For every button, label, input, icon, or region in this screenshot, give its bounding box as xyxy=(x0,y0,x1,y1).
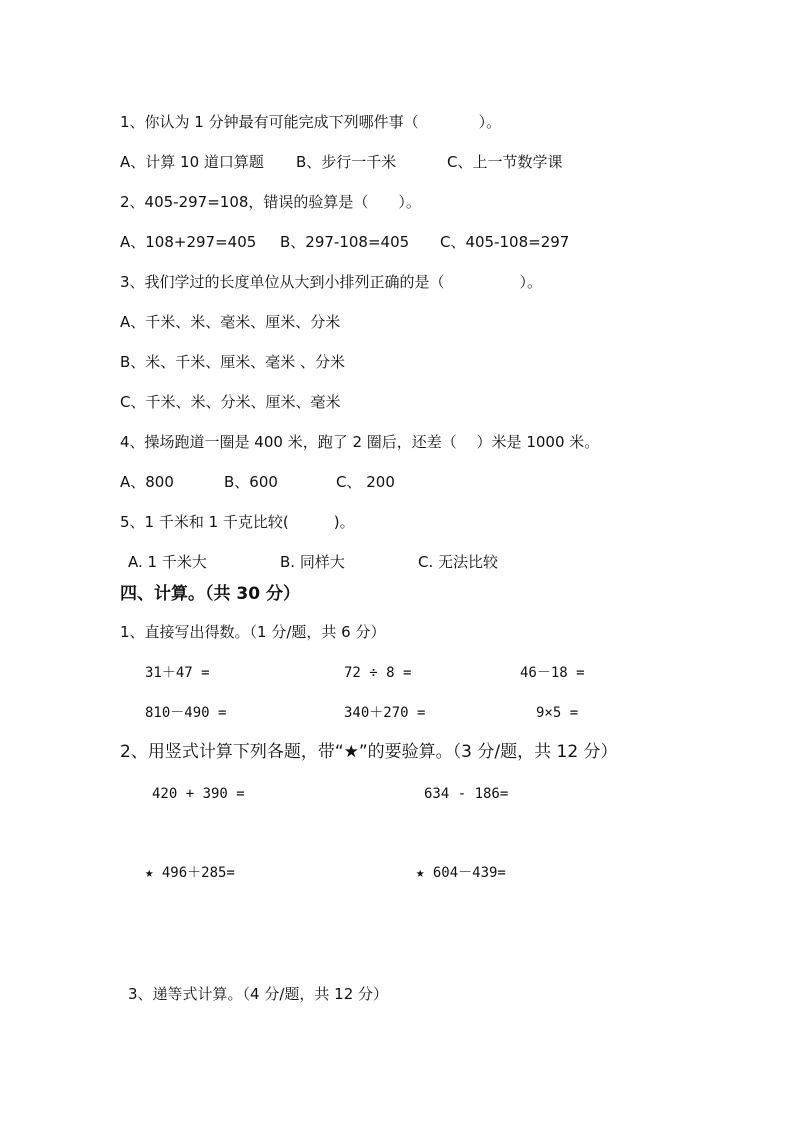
oral-calc-item: 46－18 = xyxy=(520,665,585,681)
oral-calc-item: 810－490 = xyxy=(145,705,227,721)
question-1-option-a: A、计算 10 道口算题 xyxy=(120,153,264,171)
question-4-option-b: B、600 xyxy=(224,473,278,491)
question-3-option-b: B、米、千米、厘米、毫米 、分米 xyxy=(120,353,346,371)
question-5-stem: 5、1 千米和 1 千克比较( )。 xyxy=(120,513,355,531)
calc-q3-title: 3、递等式计算。（4 分/题，共 12 分） xyxy=(128,985,389,1003)
question-4-option-c: C、 200 xyxy=(336,473,395,491)
question-4-option-a: A、800 xyxy=(120,473,174,491)
oral-calc-item: 72 ÷ 8 = xyxy=(344,665,412,681)
oral-calc-item: 340＋270 = xyxy=(344,705,426,721)
question-4-stem: 4、操场跑道一圈是 400 米，跑了 2 圈后，还差（ ）米是 1000 米。 xyxy=(120,433,600,451)
vertical-calc-item: 420 + 390 = xyxy=(152,786,245,802)
question-1-option-b: B、步行一千米 xyxy=(296,153,397,171)
question-5-option-c: C. 无法比较 xyxy=(418,553,499,571)
question-5-option-b: B. 同样大 xyxy=(280,553,345,571)
oral-calc-item: 9×5 = xyxy=(536,705,579,721)
question-2-option-b: B、297-108=405 xyxy=(280,233,410,251)
oral-calc-item: 31＋47 = xyxy=(145,665,210,681)
calc-q1-title: 1、直接写出得数。（1 分/题，共 6 分） xyxy=(120,623,386,641)
calc-q2-title: 2、用竖式计算下列各题，带“★”的要验算。（3 分/题，共 12 分） xyxy=(120,742,618,762)
vertical-calc-item: 634 - 186= xyxy=(424,786,509,802)
question-2-stem: 2、405-297=108，错误的验算是（ ）。 xyxy=(120,193,421,211)
question-5-option-a: A. 1 千米大 xyxy=(128,553,207,571)
vertical-calc-item-with-check: ★ 604－439= xyxy=(416,865,506,881)
question-2-option-a: A、108+297=405 xyxy=(120,233,257,251)
question-3-stem: 3、我们学过的长度单位从大到小排列正确的是（ ）。 xyxy=(120,273,543,291)
question-1-option-c: C、上一节数学课 xyxy=(447,153,563,171)
question-1-stem: 1、你认为 1 分钟最有可能完成下列哪件事（ ）。 xyxy=(120,113,502,131)
question-2-option-c: C、405-108=297 xyxy=(440,233,570,251)
question-3-option-a: A、千米、米、毫米、厘米、分米 xyxy=(120,313,341,331)
vertical-calc-item-with-check: ★ 496＋285= xyxy=(145,865,235,881)
section-4-heading: 四、计算。（共 30 分） xyxy=(120,584,300,604)
question-3-option-c: C、千米、米、分米、厘米、毫米 xyxy=(120,393,341,411)
